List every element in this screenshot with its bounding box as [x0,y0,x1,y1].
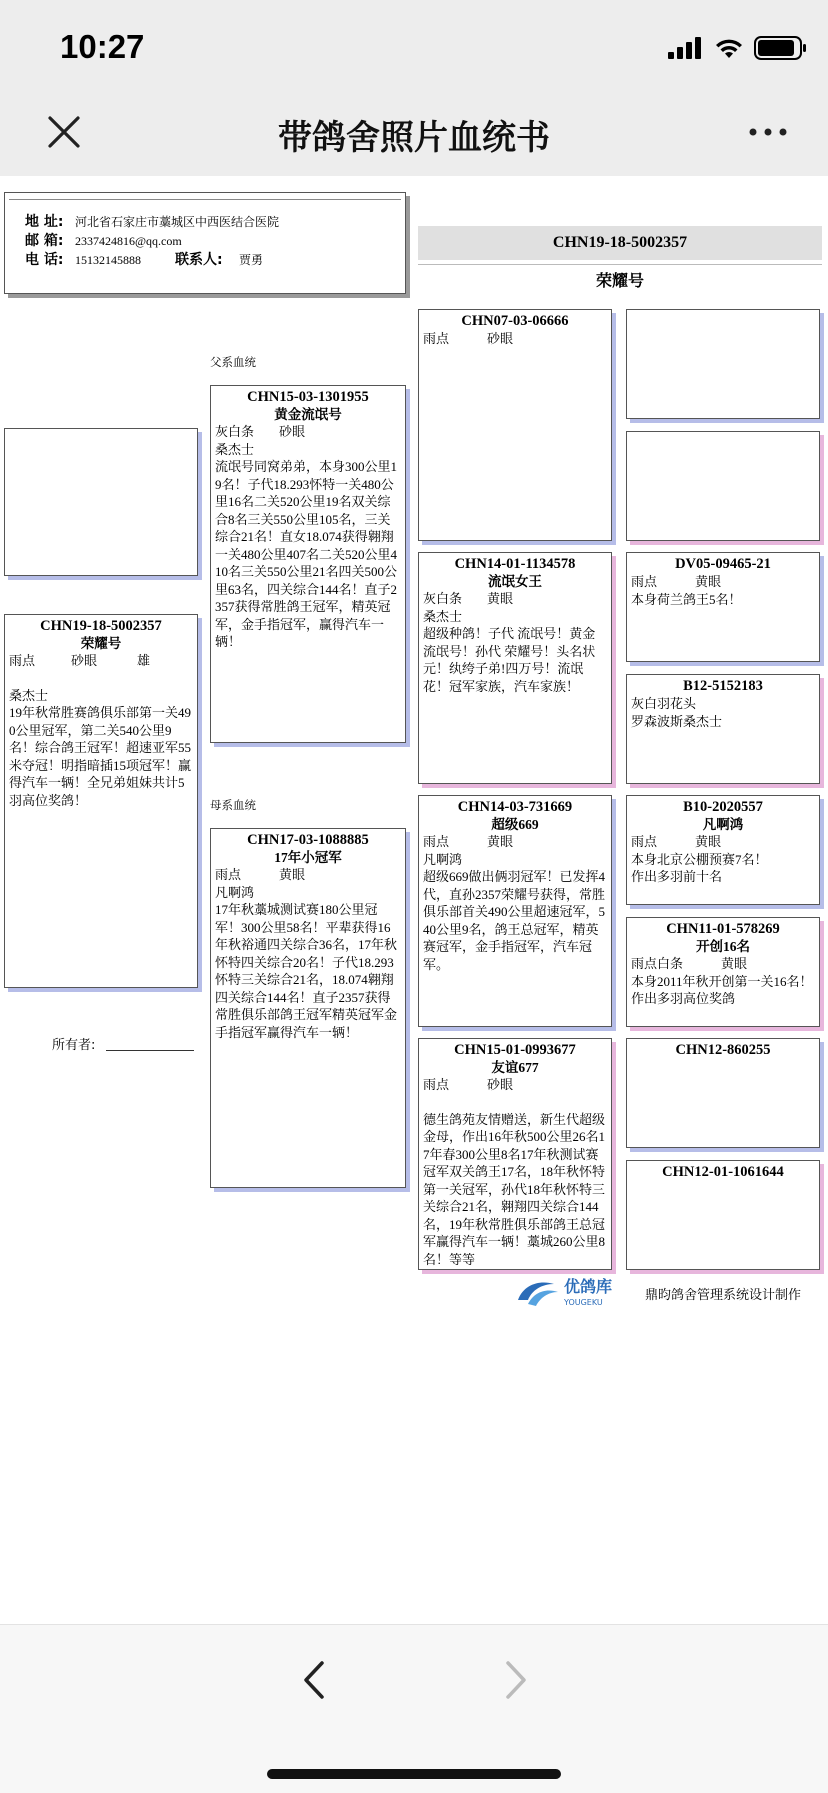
ss-color: 雨点 [423,331,450,346]
sire-card [210,385,406,743]
grandsire-paternal-card [418,309,612,541]
subject-eye: 砂眼 [71,653,98,668]
dd-name: 友谊677 [491,1060,539,1075]
ss-traits [423,330,607,348]
gp4-eye: 黄眼 [721,956,748,971]
address-label: 地 址: [25,214,64,230]
subject-desc: 19年秋常胜赛鸽俱乐部第一关490公里冠军，第二关540公里9名！综合鸽王冠军！超速亚军55米夺冠！明指暗插15项冠军！赢得汽车一辆！全兄弟姐妹共计5羽高位奖鸽！ [9,705,192,808]
gp3-name: 凡啊鸿 [702,817,744,832]
gp3-desc1: 本身北京公棚预赛7名！ [631,851,768,867]
contact-person-label: 联系人: [175,252,223,268]
gp2-ring: B12-5152183 [683,678,763,694]
wifi-icon [714,37,744,59]
battery-icon [754,36,808,60]
dam-breeder: 凡啊鸿 [215,884,255,900]
dd-desc: 德生鸽苑友情赠送，新生代超级金母，作出16年秋500公里26名17年春300公里8名17年秋测试赛冠军双关鸽王17名，18年秋怀特第一关冠军，孙代18年秋怀特三关综合21名，翱翔四关综合144名，19年秋常胜俱乐部鸽王总冠军赢得汽车一辆！藁城260公里8名！等等 [423,1111,606,1267]
sd-desc: 超级种鸽！子代 流氓号！黄金流氓号！孙代 荣耀号！头名状元！纨绔子弟!四万号！流氓花！冠军家族，汽车家族！ [423,626,596,694]
subject-breeder: 桑杰士 [9,687,49,703]
granddam-maternal-card [418,1038,612,1270]
gp4-color: 雨点白条 [631,956,684,971]
email-value: 2337424816@qq.com [75,234,182,248]
status-bar [0,0,828,96]
sd-breeder: 桑杰士 [423,608,463,624]
gp1-ring: DV05-09465-21 [675,556,771,572]
dam-card [210,828,406,1188]
gp3-eye: 黄眼 [695,834,722,849]
gp1-color: 雨点 [631,574,658,589]
sd-ring: CHN14-01-1134578 [454,556,576,572]
gp4-desc1: 本身2011年秋开创第一关16名！ [631,973,813,989]
logo-text: 优鸽库 [564,1277,613,1296]
sire-ring: CHN15-03-1301955 [247,389,369,405]
page-title: 带鸽舍照片血统书 [278,118,550,158]
ggp-card-6 [626,917,820,1027]
contact-box [4,192,406,294]
ds-traits [423,833,607,851]
ds-color: 雨点 [423,834,450,849]
gp2-breeder: 罗森波斯桑杰士 [631,713,723,729]
pedigree-document [0,176,828,1624]
sd-eye: 黄眼 [487,591,514,606]
dam-eye: 黄眼 [279,867,306,882]
dam-ring: CHN17-03-1088885 [247,832,369,848]
gp6-ring: CHN12-01-1061644 [662,1164,784,1180]
ds-breeder: 凡啊鸿 [423,851,463,867]
phone-value: 15132145888 [75,253,141,267]
status-time: 10:27 [60,28,145,65]
sd-name: 流氓女王 [488,574,542,589]
ss-ring: CHN07-03-06666 [461,313,569,329]
back-arrow-icon[interactable] [294,1655,334,1705]
subject-ring: CHN19-18-5002357 [40,618,162,634]
gp3-traits [631,833,815,851]
status-icons [668,36,808,60]
dd-eye: 砂眼 [487,1077,514,1092]
subject-sex: 雄 [137,653,151,668]
ds-ring: CHN14-03-731669 [457,799,573,815]
gp3-ring: B10-2020557 [683,799,763,815]
ggp-card-4 [626,674,820,784]
header-name: 荣耀号 [595,273,644,290]
ds-name: 超级669 [491,817,539,832]
ggp-card-1 [626,309,820,419]
gp4-traits [631,955,815,973]
nav-bar [0,96,828,176]
gp5-ring: CHN12-860255 [675,1042,771,1058]
address-row [25,211,279,231]
dam-traits [215,866,401,884]
ggp-card-2 [626,431,820,541]
gp4-name: 开创16名 [696,939,750,954]
ggp-card-3 [626,552,820,662]
sd-color: 灰白条 [423,591,463,606]
subject-color: 雨点 [9,653,36,668]
contact-person-value: 贾勇 [239,253,264,267]
ds-eye: 黄眼 [487,834,514,849]
yougeku-logo [514,1274,632,1310]
dd-color: 雨点 [423,1077,450,1092]
gp4-desc2: 作出多羽高位奖鸽 [631,991,736,1006]
subject-name: 荣耀号 [80,636,122,651]
sire-eye: 砂眼 [279,424,306,439]
dam-color: 雨点 [215,867,242,882]
gp4-ring: CHN11-01-578269 [666,921,780,937]
header-divider [418,264,822,265]
more-icon[interactable] [748,122,788,142]
email-row [25,230,182,250]
mother-line-label: 母系血统 [210,798,256,812]
gp1-desc: 本身荷兰鸽王5名！ [631,591,742,607]
sire-desc: 流氓号同窝弟弟，本身300公里19名！子代18.293怀特一关480公里16名二关520公里19名双关综合8名三关550公里105名，三关综合21名！直女18.074获得翱翔一关480公里407名二关520公里410名三关550公里21名四关500公里63名，四关综合144名！直子2357获得常胜鸽王冠军，精英冠军，金手指冠军，赢得汽车一辆！ [215,459,398,649]
dd-ring: CHN15-01-0993677 [454,1042,576,1058]
photo-placeholder [4,428,198,576]
subject-traits [9,652,193,670]
phone-label: 电 话: [25,252,64,268]
gp1-eye: 黄眼 [695,574,722,589]
home-indicator [267,1769,561,1779]
owner-label: 所有者: [52,1038,96,1053]
bottom-toolbar [0,1624,828,1793]
ggp-card-8 [626,1160,820,1270]
gp2-color: 灰白羽花头 [631,696,697,711]
sd-traits [423,590,607,608]
gp1-traits [631,573,815,591]
email-label: 邮 箱: [25,233,64,249]
sire-color: 灰白条 [215,424,255,439]
dam-desc: 17年秋藁城测试赛180公里冠军！300公里58名！平辈获得16年秋裕通四关综合36名，17年秋怀特四关综合20名！子代18.293怀特三关综合21名，18.074翱翔四关综合144名！直子2357获得常胜俱乐部鸽王冠军精英冠军金手指冠军赢得汽车一辆！ [215,902,398,1040]
dd-traits [423,1076,607,1094]
ss-eye: 砂眼 [487,331,514,346]
gp3-desc2: 作出多羽前十名 [631,869,723,884]
gp3-color: 雨点 [631,834,658,849]
sire-name: 黄金流氓号 [274,407,342,422]
sire-breeder: 桑杰士 [215,441,255,457]
ggp-card-7 [626,1038,820,1148]
grandsire-maternal-card [418,795,612,1027]
phone-row [25,249,263,269]
subject-card [4,614,198,988]
ggp-card-5 [626,795,820,905]
sire-traits [215,423,401,441]
footer-credit: 鼎昀鸽舍管理系统设计制作 [645,1288,802,1303]
logo-subtext: YOUGEKU [564,1298,603,1307]
granddam-paternal-card [418,552,612,784]
address-value: 河北省石家庄市藁城区中西医结合医院 [75,215,280,229]
owner-signature-line [106,1050,194,1051]
signal-icon [668,37,704,59]
ds-desc: 超级669做出俩羽冠军！已发挥4代，直孙2357荣耀号获得，常胜俱乐部首关490公里超速冠军，540公里9名，鸽王总冠军，精英赛冠军，金手指冠军，汽车冠军。 [423,869,606,972]
dam-name: 17年小冠军 [274,850,342,865]
father-line-label: 父系血统 [210,355,256,369]
forward-arrow-icon[interactable] [496,1655,536,1705]
header-ring: CHN19-18-5002357 [418,226,822,260]
